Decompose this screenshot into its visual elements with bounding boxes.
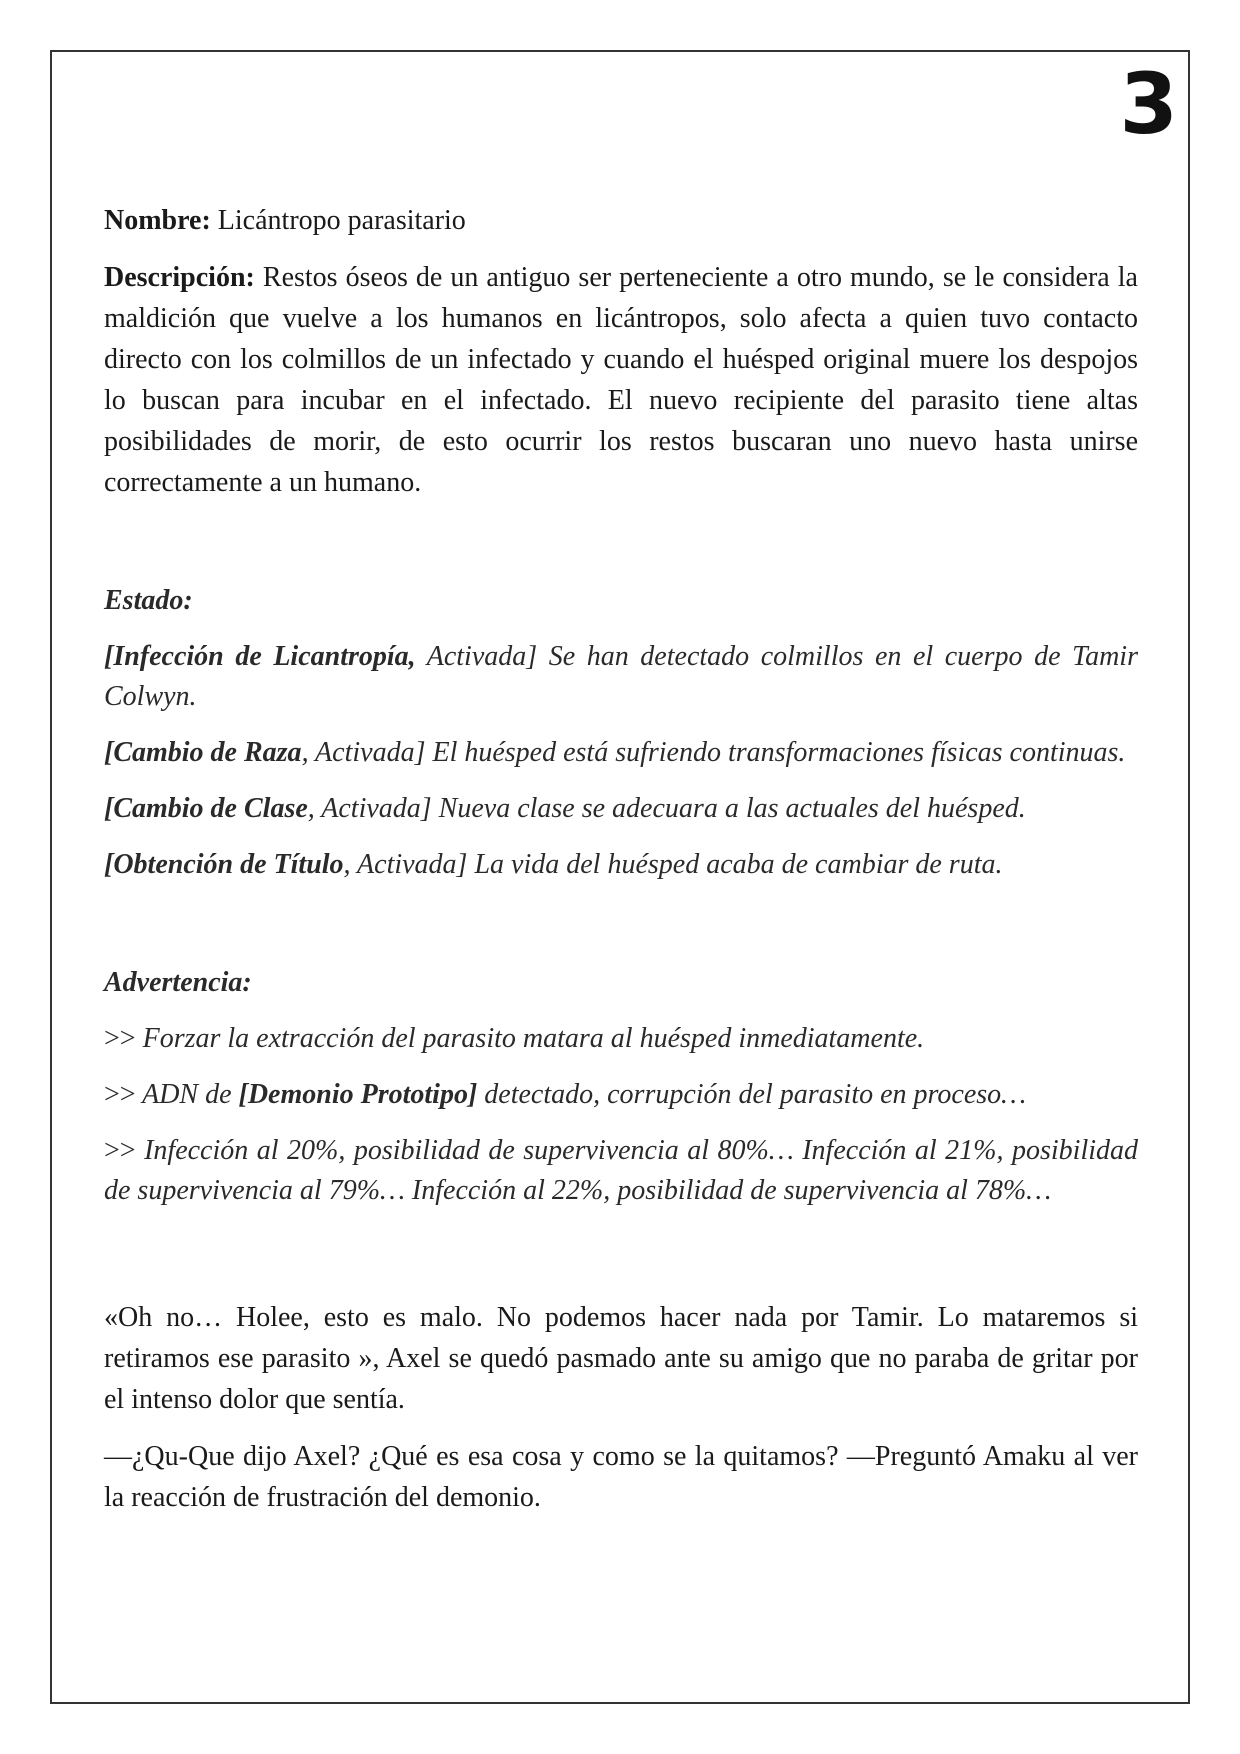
arrow-prefix: >> [104, 1135, 136, 1166]
warning-line [104, 1131, 1138, 1211]
warning-line [104, 1075, 1138, 1115]
status-item [104, 733, 1138, 773]
status-tag: [Infección de Licantropía, [104, 641, 416, 672]
narrative-paragraph: «Oh no… Holee, esto es malo. No podemos hacer nada por Tamir. Lo mataremos si retiramos ese parasito », Axel se quedó pasmado ante su amigo que no paraba de gritar por el intenso dolor que sentía. [104, 1302, 1138, 1415]
status-section [104, 581, 1138, 885]
status-heading: Estado: [104, 585, 193, 616]
spacer [104, 519, 1138, 581]
status-tag: [Obtención de Título [104, 849, 344, 880]
warning-text: ADN de [135, 1079, 239, 1110]
page-number: 3 [1119, 55, 1178, 153]
spacer [104, 1227, 1138, 1297]
status-text: , Activada] Nueva clase se adecuara a las actuales del huésped. [307, 793, 1026, 824]
narrative-paragraph: —¿Qu-Que dijo Axel? ¿Qué es esa cosa y como se la quitamos? —Preguntó Amaku al ver la reacción de frustración del demonio. [104, 1441, 1138, 1513]
warning-heading: Advertencia: [104, 967, 252, 998]
warning-line [104, 1019, 1138, 1059]
status-item [104, 637, 1138, 717]
page-content [104, 200, 1138, 1534]
status-text: Activada] Se han detectado colmillos en el cuerpo de Tamir Colwyn. [104, 641, 1138, 712]
status-item [104, 789, 1138, 829]
warning-section [104, 963, 1138, 1211]
status-text: , Activada] El huésped está sufriendo transformaciones físicas continuas. [301, 737, 1126, 768]
spacer [104, 901, 1138, 963]
description-label: Descripción: [104, 262, 255, 293]
description-value: Restos óseos de un antiguo ser perteneciente a otro mundo, se le considera la maldición que vuelve a los humanos en licántropos, solo afecta a quien tuvo contacto directo con los colmillos de un infectado y cuando el huésped original muere los despojos lo buscan para incubar en el infectado. El nuevo recipiente del parasito tiene altas posibilidades de morir, de esto ocurrir los restos buscaran uno nuevo hasta unirse correctamente a un humano. [104, 262, 1138, 498]
entry-description [104, 257, 1138, 503]
entry-name [104, 200, 1138, 241]
status-tag: [Cambio de Raza [104, 737, 302, 768]
arrow-prefix: >> [104, 1079, 136, 1110]
arrow-prefix: >> [104, 1023, 136, 1054]
name-value: Licántropo parasitario [210, 205, 466, 236]
status-item [104, 845, 1138, 885]
status-tag: [Cambio de Clase [104, 793, 308, 824]
warning-text: detectado, corrupción del parasito en proceso… [477, 1079, 1027, 1110]
name-label: Nombre: [104, 205, 211, 236]
warning-tag: [Demonio Prototipo] [238, 1079, 478, 1110]
warning-text: Infección al 20%, posibilidad de supervivencia al 80%… Infección al 21%, posibilidad de supervivencia al 79%… Infección al 22%, posibilidad de supervivencia al 78%… [104, 1135, 1138, 1206]
warning-text: Forzar la extracción del parasito matara al huésped inmediatamente. [135, 1023, 925, 1054]
status-text: , Activada] La vida del huésped acaba de cambiar de ruta. [343, 849, 1003, 880]
